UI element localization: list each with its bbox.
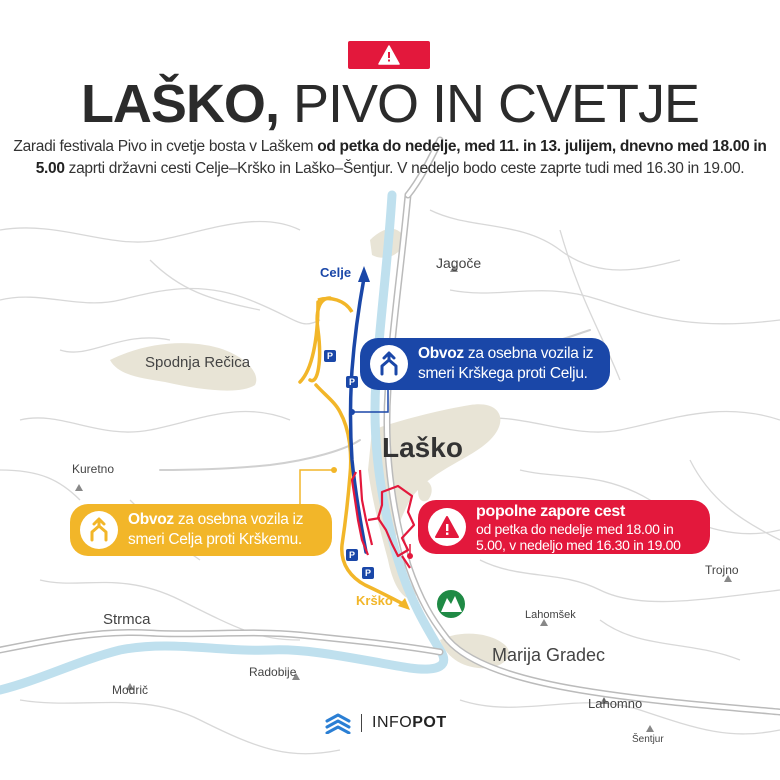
- desc-part-1: Zaradi festivala Pivo in cvetje bosta v Laškem: [13, 138, 318, 155]
- callout-blue-text: za osebna vozila iz smeri Krškega proti Celju.: [418, 345, 594, 382]
- detour-arrows-icon: [80, 511, 118, 549]
- brand-bold: POT: [412, 714, 447, 731]
- detour-arrows-icon: [370, 345, 408, 383]
- description: [8, 136, 772, 180]
- place-spodnja-recica: Spodnja Rečica: [145, 354, 251, 371]
- place-lasko: Laško: [382, 432, 463, 463]
- place-kuretno: Kuretno: [72, 462, 115, 476]
- place-radobije: Radobije: [249, 665, 297, 679]
- callout-blue-bold: Obvoz: [418, 345, 464, 362]
- callout-red-heading: popolne zapore cest: [476, 502, 625, 520]
- river: [0, 195, 444, 690]
- parking-icon: P: [324, 350, 336, 362]
- callout-red-text: od petka do nedelje med 18.00 in 5.00, v nedeljo med 16.30 in 19.00: [476, 520, 681, 553]
- callout-yellow-detour: [70, 504, 332, 556]
- place-marija-gradec: Marija Gradec: [492, 645, 606, 665]
- desc-part-2: zaprti državni cesti Celje–Krško in Laško–Šentjur. V nedeljo bodo ceste zaprte tudi med 16.30 in 19.00.: [64, 160, 745, 177]
- callout-blue-detour: [360, 338, 610, 390]
- title-light: PIVO IN CVETJE: [292, 74, 700, 134]
- footer-brand: [325, 712, 447, 734]
- celje-arrow-icon: [358, 266, 370, 282]
- place-strmca: Strmca: [103, 611, 151, 628]
- place-jagoce: Jagoče: [436, 255, 482, 271]
- desc-bold: od petka do nedelje, med 11. in 13. julijem, dnevno med 18.00 in 5.00: [35, 138, 767, 177]
- route-label-krsko: Krško: [356, 593, 393, 608]
- warning-icon: [378, 45, 400, 65]
- callout-red-closure: [418, 500, 710, 554]
- parking-icon: P: [346, 376, 358, 388]
- place-modric: Modrič: [112, 683, 149, 697]
- brand-light: INFO: [372, 714, 413, 731]
- attraction-icon: [436, 589, 466, 619]
- footer-divider: [361, 714, 362, 732]
- title-bold: LAŠKO,: [80, 74, 279, 134]
- callout-yellow-bold: Obvoz: [128, 511, 174, 528]
- page-title: [0, 72, 780, 136]
- route-label-celje: Celje: [320, 265, 352, 280]
- place-trojno: Trojno: [705, 563, 739, 577]
- place-lahomno: Lahomno: [588, 696, 643, 711]
- parking-icon: P: [346, 549, 358, 561]
- warning-badge: [348, 41, 430, 69]
- infopot-logo-icon: [325, 712, 351, 734]
- place-lahomsek: Lahomšek: [525, 609, 576, 621]
- brand-name: [372, 714, 447, 732]
- header: [0, 0, 780, 190]
- parking-icon: P: [362, 567, 374, 579]
- callout-yellow-text: za osebna vozila iz smeri Celja proti Krškemu.: [128, 511, 304, 548]
- place-sentjur: Šentjur: [632, 734, 664, 745]
- warning-icon: [428, 508, 466, 546]
